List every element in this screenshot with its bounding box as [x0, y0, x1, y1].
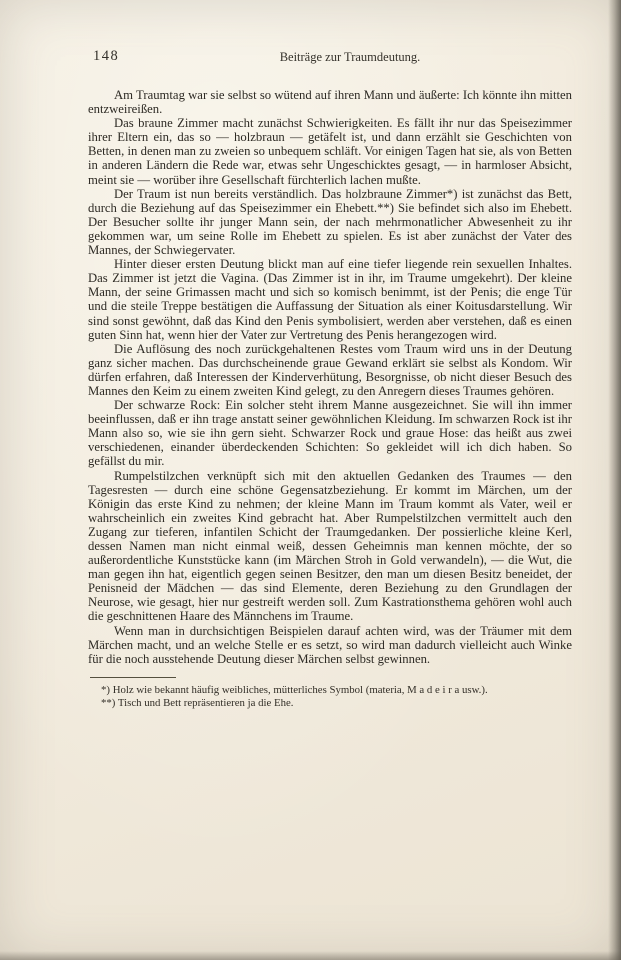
- paragraph: Hinter dieser ersten Deutung blickt man auf eine tiefer liegende rein sexuellen Inhaltes. Das Zimmer ist jetzt die Vagina. (Das Zimmer ist in ihr, im Traume umgekehrt). Der kleine Mann, der seine Grimassen macht und sich so komisch benimmt, ist der Penis; die enge Tür und die steile Treppe bestätigen die Auffassung der Situation als einer Koitusdarstellung. Wir sind sonst gewöhnt, daß das Kind den Penis symbolisiert, werden aber verstehen, daß es einen guten Sinn hat, wenn hier der Vater zur Vertretung des Penis herangezogen wird.: [88, 257, 572, 342]
- body-text: [88, 88, 572, 666]
- paragraph: Wenn man in durchsichtigen Beispielen darauf achten wird, was der Träumer mit dem Märchen macht, und an welche Stelle er es setzt, so wird man dadurch vielleicht auch Winke für die noch ausstehende Deutung dieser Märchen selbst gewinnen.: [88, 623, 572, 666]
- page-edge-shadow-bottom: [0, 951, 621, 960]
- page-header: [88, 48, 572, 66]
- paragraph: Der Traum ist nun bereits verständlich. Das holzbraune Zimmer*) ist zunächst das Bett, durch die Beziehung auf das Speisezimmer ein Ehebett.**) Sie befindet sich also im Ehebett. Der Besucher sollte ihr junger Mann sein, der nach mehrmonatlicher Abwesenheit zu ihr gekommen war, um seine Rolle im Ehebett zu spielen. Es ist aber zunächst der Vater des Mannes, der Schwiegervater.: [88, 186, 572, 258]
- page-content: [88, 48, 572, 710]
- footnote-separator: [90, 677, 176, 678]
- footnotes-section: [88, 677, 572, 710]
- paragraph: Rumpelstilzchen verknüpft sich mit den aktuellen Gedanken des Traumes — den Tagesresten — durch eine schöne Gegensatzbeziehung. Er kommt im Märchen, um der Königin das erste Kind zu nehmen; der kleine Mann im Traum kommt als Vater, weil er wahrscheinlich ein zweites Kind gebracht hat. Aber Rumpelstilzchen vermittelt auch den Zugang zur tieferen, infantilen Schicht der Traumgedanken. Der possierliche kleine Kerl, dessen Namen man nicht einmal weiß, dessen Geheimnis man kennen möchte, der so außerordentliche Kunststücke kann (im Märchen Stroh in Gold verwandeln), — die Wut, die man gegen ihn hat, eigentlich gegen seinen Besitzer, den man um diesen Besitz beneidet, der Penisneid der Mädchen — das sind Elemente, deren Beziehung zu den Grundlagen der Neurose, wie gesagt, hier nur gestreift werden soll. Zum Kastrationsthema gehören wohl auch die geschnittenen Haare des Männchens im Traume.: [88, 468, 572, 624]
- footnote: *) Holz wie bekannt häufig weibliches, mütterliches Symbol (materia, M a d e i r a usw.).: [101, 683, 488, 696]
- paragraph: Der schwarze Rock: Ein solcher steht ihrem Manne ausgezeichnet. Sie will ihn immer beeinflussen, daß er ihn trage anstatt seiner gewöhnlichen Kleidung. Im schwarzen Rock ist ihr Mann also so, wie sie ihn gern sieht. Schwarzer Rock und graue Hose: das heißt aus zwei verschiedenen, einander überdeckenden Schichten: So gekleidet will ich dich haben. So gefällst du mir.: [88, 398, 572, 469]
- paragraph: Die Auflösung des noch zurückgehaltenen Restes vom Traum wird uns in der Deutung ganz sicher machen. Das durchscheinende graue Gewand erklärt sie selbst als Kondom. Wir dürfen erfahren, daß Interessen der Kinderverhütung, Besorgnisse, ob nicht dieser Besuch des Mannes den Keim zu einem zweiten Kind gelegt, zu den Anregern dieses Traumes gehören.: [88, 341, 572, 398]
- page-number: 148: [93, 48, 120, 64]
- footnote: **) Tisch und Bett repräsentieren ja die Ehe.: [101, 696, 294, 709]
- running-title: Beiträge zur Traumdeutung.: [279, 50, 421, 64]
- paragraph: Das braune Zimmer macht zunächst Schwierigkeiten. Es fällt ihr nur das Speisezimmer ihrer Eltern ein, das so — holzbraun — getäfelt ist, und dann erzählt sie Geschichten von Betten, in denen man zu zweien so unbequem schläft. Vor einigen Tagen hat sie, als von Betten in anderen Ländern die Rede war, etwas sehr Ungeschicktes gesagt, — in harmloser Absicht, meint sie — worüber ihre Gesellschaft fürchterlich lachen mußte.: [88, 116, 572, 187]
- paragraph: Am Traumtag war sie selbst so wütend auf ihren Mann und äußerte: Ich könnte ihn mitten entzweireißen.: [88, 88, 572, 117]
- page-edge-shadow-right: [608, 0, 621, 960]
